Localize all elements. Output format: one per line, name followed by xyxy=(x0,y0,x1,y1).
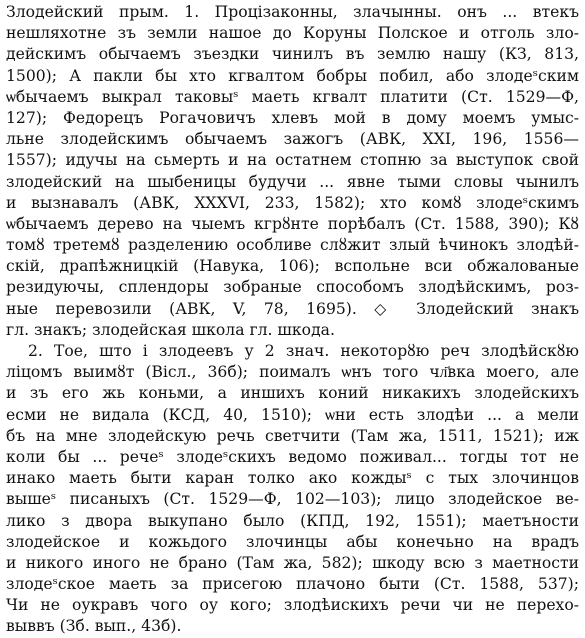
entry-line: гл. знакъ; злодейская школа гл. шкода. xyxy=(6,320,335,339)
entry-line: Чи не оукравъ чого оу кого; злодѣискихъ речи чи не перехо- xyxy=(6,596,579,615)
entry-line: злодейское и кожьдого злочинцы абы конечьно на врадъ xyxy=(6,532,579,551)
entry-line: есми не видала (КСД, 40, 1510); ѡни есть злодѣи ... а мели xyxy=(6,405,579,424)
entry-line: скій, драпѣжницкій (Навука, 106); вспольне вси обжалованые xyxy=(6,257,579,276)
entry-line: ные перевозили (АВК, V, 78, 1695). ◇ Злодейский знакъ xyxy=(6,299,579,318)
entry-line: ліцомъ выимȣт (Вісл., 36б); поималъ ѡнъ того чл҃вка моего, але xyxy=(6,363,579,382)
entry-line: 2. Тое, што і злодеевъ у 2 знач. некоторȣю реч злодѣйскȣю xyxy=(28,342,579,360)
entry-line: Злодейский прым. 1. Процізаконны, злачынны. онъ ... втекъ xyxy=(6,3,579,21)
entry-line: коли бы ... речеˢ злодеˢскихъ ведомо поживал... тогды тот не xyxy=(6,447,579,466)
entry-line: и никого иного не брано (Там жа, 582); шкоду всю з маетности xyxy=(6,553,579,572)
entry-line: злодейский на шыбеницы будучи ... явне тыми словы чынилъ xyxy=(6,172,579,191)
entry-line: льне злодейскимъ обычаемъ зажогъ (АВК, XXI, 196, 1556— xyxy=(6,130,579,149)
entry-line: резидуючы, сплендоры зобраные способомъ злодѣйскимъ, роз- xyxy=(6,278,579,297)
entry-line: 127); Федорецъ Рогачовичъ хлевъ мой в дому моемъ умыс- xyxy=(6,108,579,127)
entry-line: и зъ его жь коньми, а иншихъ коний никакихъ злодейскихъ xyxy=(6,384,579,403)
entry-line: ѡбычаемъ дерево на чыемъ кгрȣнте порѣбалъ (Ст. 1588, 390); Кȣ xyxy=(6,214,579,233)
entry-line: выввъ (Зб. вып., 43б). xyxy=(6,617,182,636)
entry-line: и вызнавалъ (АВК, XXXVI, 233, 1582); хто комȣ злодеˢскимъ xyxy=(6,193,579,212)
entry-line: инако маеть быти каран толко ако кождыˢ с тых злочинцов xyxy=(6,469,579,488)
entry-line: злодеˢское маеть за присегою плачоно быти (Ст. 1588, 537); xyxy=(6,575,579,594)
entry-line: 1557); идучы на сьмерть и на остатнем стопню за выступок свой xyxy=(6,151,579,170)
entry-line: дейскимъ обычаемъ зъездки чинилъ въ землю нашу (КЗ, 813, xyxy=(6,45,579,64)
entry-line: бъ на мне злодейскую речь светчити (Там жа, 1511, 1521); иж xyxy=(6,426,579,445)
entry-line: томȣ третемȣ разделению особливе слȣжит злый ѣчинокъ злодѣй- xyxy=(6,236,579,255)
entry-line: лико з двора выкупано было (КПД, 192, 1551); маетъности xyxy=(6,511,579,530)
entry-line: вышеˢ писаныхъ (Ст. 1529—Ф, 102—103); лицо злодейское ве- xyxy=(6,490,579,509)
entry-line: 1500); А пакли бы хто кгвалтом бобры побил, або злодеˢским xyxy=(6,66,579,85)
entry-line: ѡбычаемъ выкрал таковыˢ маеть кгвалт платити (Ст. 1529—Ф, xyxy=(6,87,579,106)
entry-line: нешляхотне зъ земли нашое до Коруны Полское и отголь зло- xyxy=(6,24,579,43)
